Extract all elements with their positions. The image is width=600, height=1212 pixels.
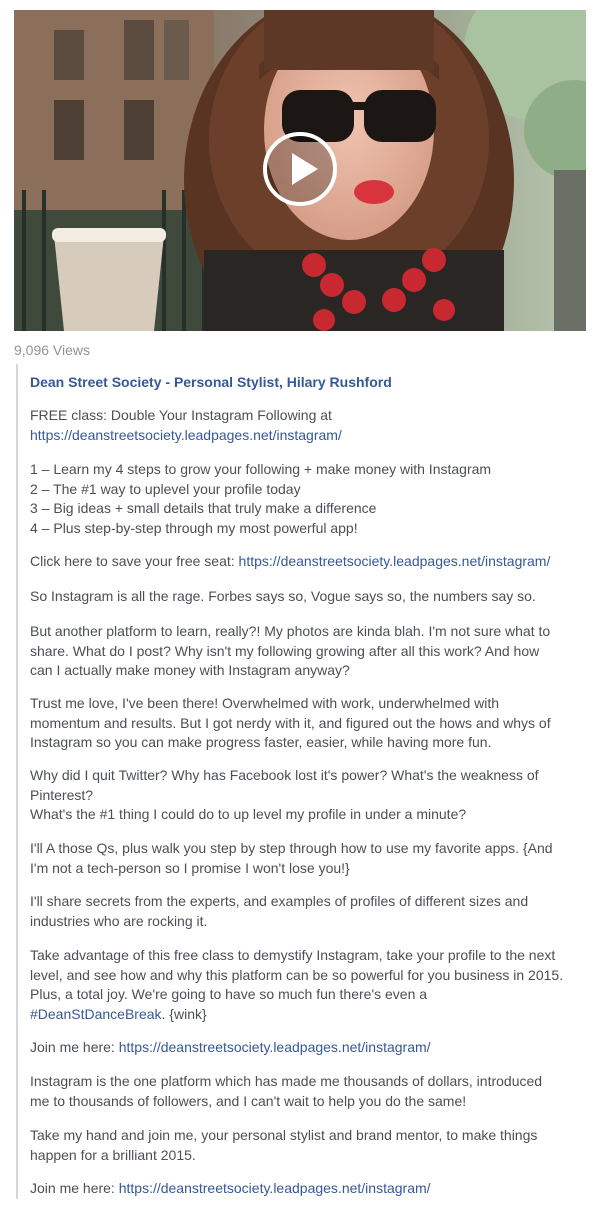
paragraph-line: industries who are rocking it. xyxy=(30,912,208,929)
paragraph-line: can I actually make money with Instagram anyway? xyxy=(30,662,350,678)
paragraph xyxy=(30,622,585,681)
join-link[interactable]: https://deanstreetsociety.leadpages.net/instagram/ xyxy=(118,1039,431,1055)
play-icon[interactable] xyxy=(262,131,338,207)
paragraph: So Instagram is all the rage. Forbes says so, Vogue says so, the numbers say so. xyxy=(30,588,536,604)
join-text: Join me here: xyxy=(30,1039,119,1055)
save-seat-paragraph xyxy=(30,552,585,572)
save-seat-link[interactable]: https://deanstreetsociety.leadpages.net/instagram/ xyxy=(238,553,551,569)
view-count: 9,096 Views xyxy=(14,342,91,358)
paragraph-line: momentum and results. But I got nerdy with it, and figured out the hows and whys of xyxy=(30,714,551,731)
paragraph-line: Instagram so you can make progress faster, easier, while having more fun. xyxy=(30,734,492,750)
instagram-class-link[interactable]: https://deanstreetsociety.leadpages.net/instagram/ xyxy=(30,426,342,443)
paragraph xyxy=(30,892,585,931)
list-item: 2 – The #1 way to uplevel your profile today xyxy=(30,480,301,497)
paragraph xyxy=(30,766,585,825)
steps-list xyxy=(30,460,585,538)
list-item: 3 – Big ideas + small details that truly make a difference xyxy=(30,500,377,516)
intro-paragraph xyxy=(30,406,585,445)
paragraph-line: share. What do I post? Why isn't my following growing after all this work? And how xyxy=(30,642,540,659)
page-name-link[interactable]: Dean Street Society - Personal Stylist, Hilary Rushford xyxy=(30,374,392,390)
paragraph-line xyxy=(30,1005,585,1025)
paragraph-line: Why did I quit Twitter? Why has Facebook lost it's power? What's the weakness of xyxy=(30,767,539,783)
paragraph-line: me to thousands of followers, and I can't wait to help you do the same! xyxy=(30,1092,467,1109)
hashtag-link[interactable]: #DeanStDanceBreak xyxy=(30,1005,162,1022)
list-item: 1 – Learn my 4 steps to grow your following + make money with Instagram xyxy=(30,461,492,477)
paragraph-line: happen for a brilliant 2015. xyxy=(30,1146,196,1163)
paragraph-line: Take advantage of this free class to demystify Instagram, take your profile to the next xyxy=(30,947,556,963)
paragraph-line: Pinterest? xyxy=(30,786,94,803)
paragraph-line: I'll A those Qs, plus walk you step by step through how to use my favorite apps. {And xyxy=(30,840,553,856)
join-link[interactable]: https://deanstreetsociety.leadpages.net/instagram/ xyxy=(118,1180,431,1196)
video-player[interactable] xyxy=(14,10,586,331)
paragraph-line: Take my hand and join me, your personal stylist and brand mentor, to make things xyxy=(30,1127,538,1143)
post-body xyxy=(16,364,598,1199)
intro-text: FREE class: Double Your Instagram Following at xyxy=(30,407,332,423)
hashtag-tail: . {wink} xyxy=(161,1005,207,1022)
join-text: Join me here: xyxy=(30,1180,119,1196)
paragraph-line: Plus, a total joy. We're going to have so much fun there's even a xyxy=(30,986,428,1002)
paragraph xyxy=(30,839,585,878)
list-item: 4 – Plus step-by-step through my most powerful app! xyxy=(30,519,358,536)
paragraph-line: What's the #1 thing I could do to up level my profile in under a minute? xyxy=(30,806,467,822)
paragraph xyxy=(30,694,585,753)
paragraph-line: But another platform to learn, really?! My photos are kinda blah. I'm not sure what to xyxy=(30,623,551,639)
paragraph xyxy=(30,1072,585,1111)
paragraph-line: level, and see how and why this platform can be so powerful for you business in 2015. xyxy=(30,966,564,983)
join-paragraph xyxy=(30,1179,585,1199)
paragraph xyxy=(30,946,585,1024)
paragraph xyxy=(30,1126,585,1165)
paragraph-line: I'm not a tech-person so I promise I won't lose you!} xyxy=(30,859,350,876)
paragraph-line: Trust me love, I've been there! Overwhelmed with work, underwhelmed with xyxy=(30,695,500,711)
join-paragraph xyxy=(30,1038,585,1058)
paragraph-line: I'll share secrets from the experts, and examples of profiles of different sizes and xyxy=(30,893,529,909)
save-seat-text: Click here to save your free seat: xyxy=(30,553,239,569)
paragraph-line: Instagram is the one platform which has made me thousands of dollars, introduced xyxy=(30,1073,543,1089)
